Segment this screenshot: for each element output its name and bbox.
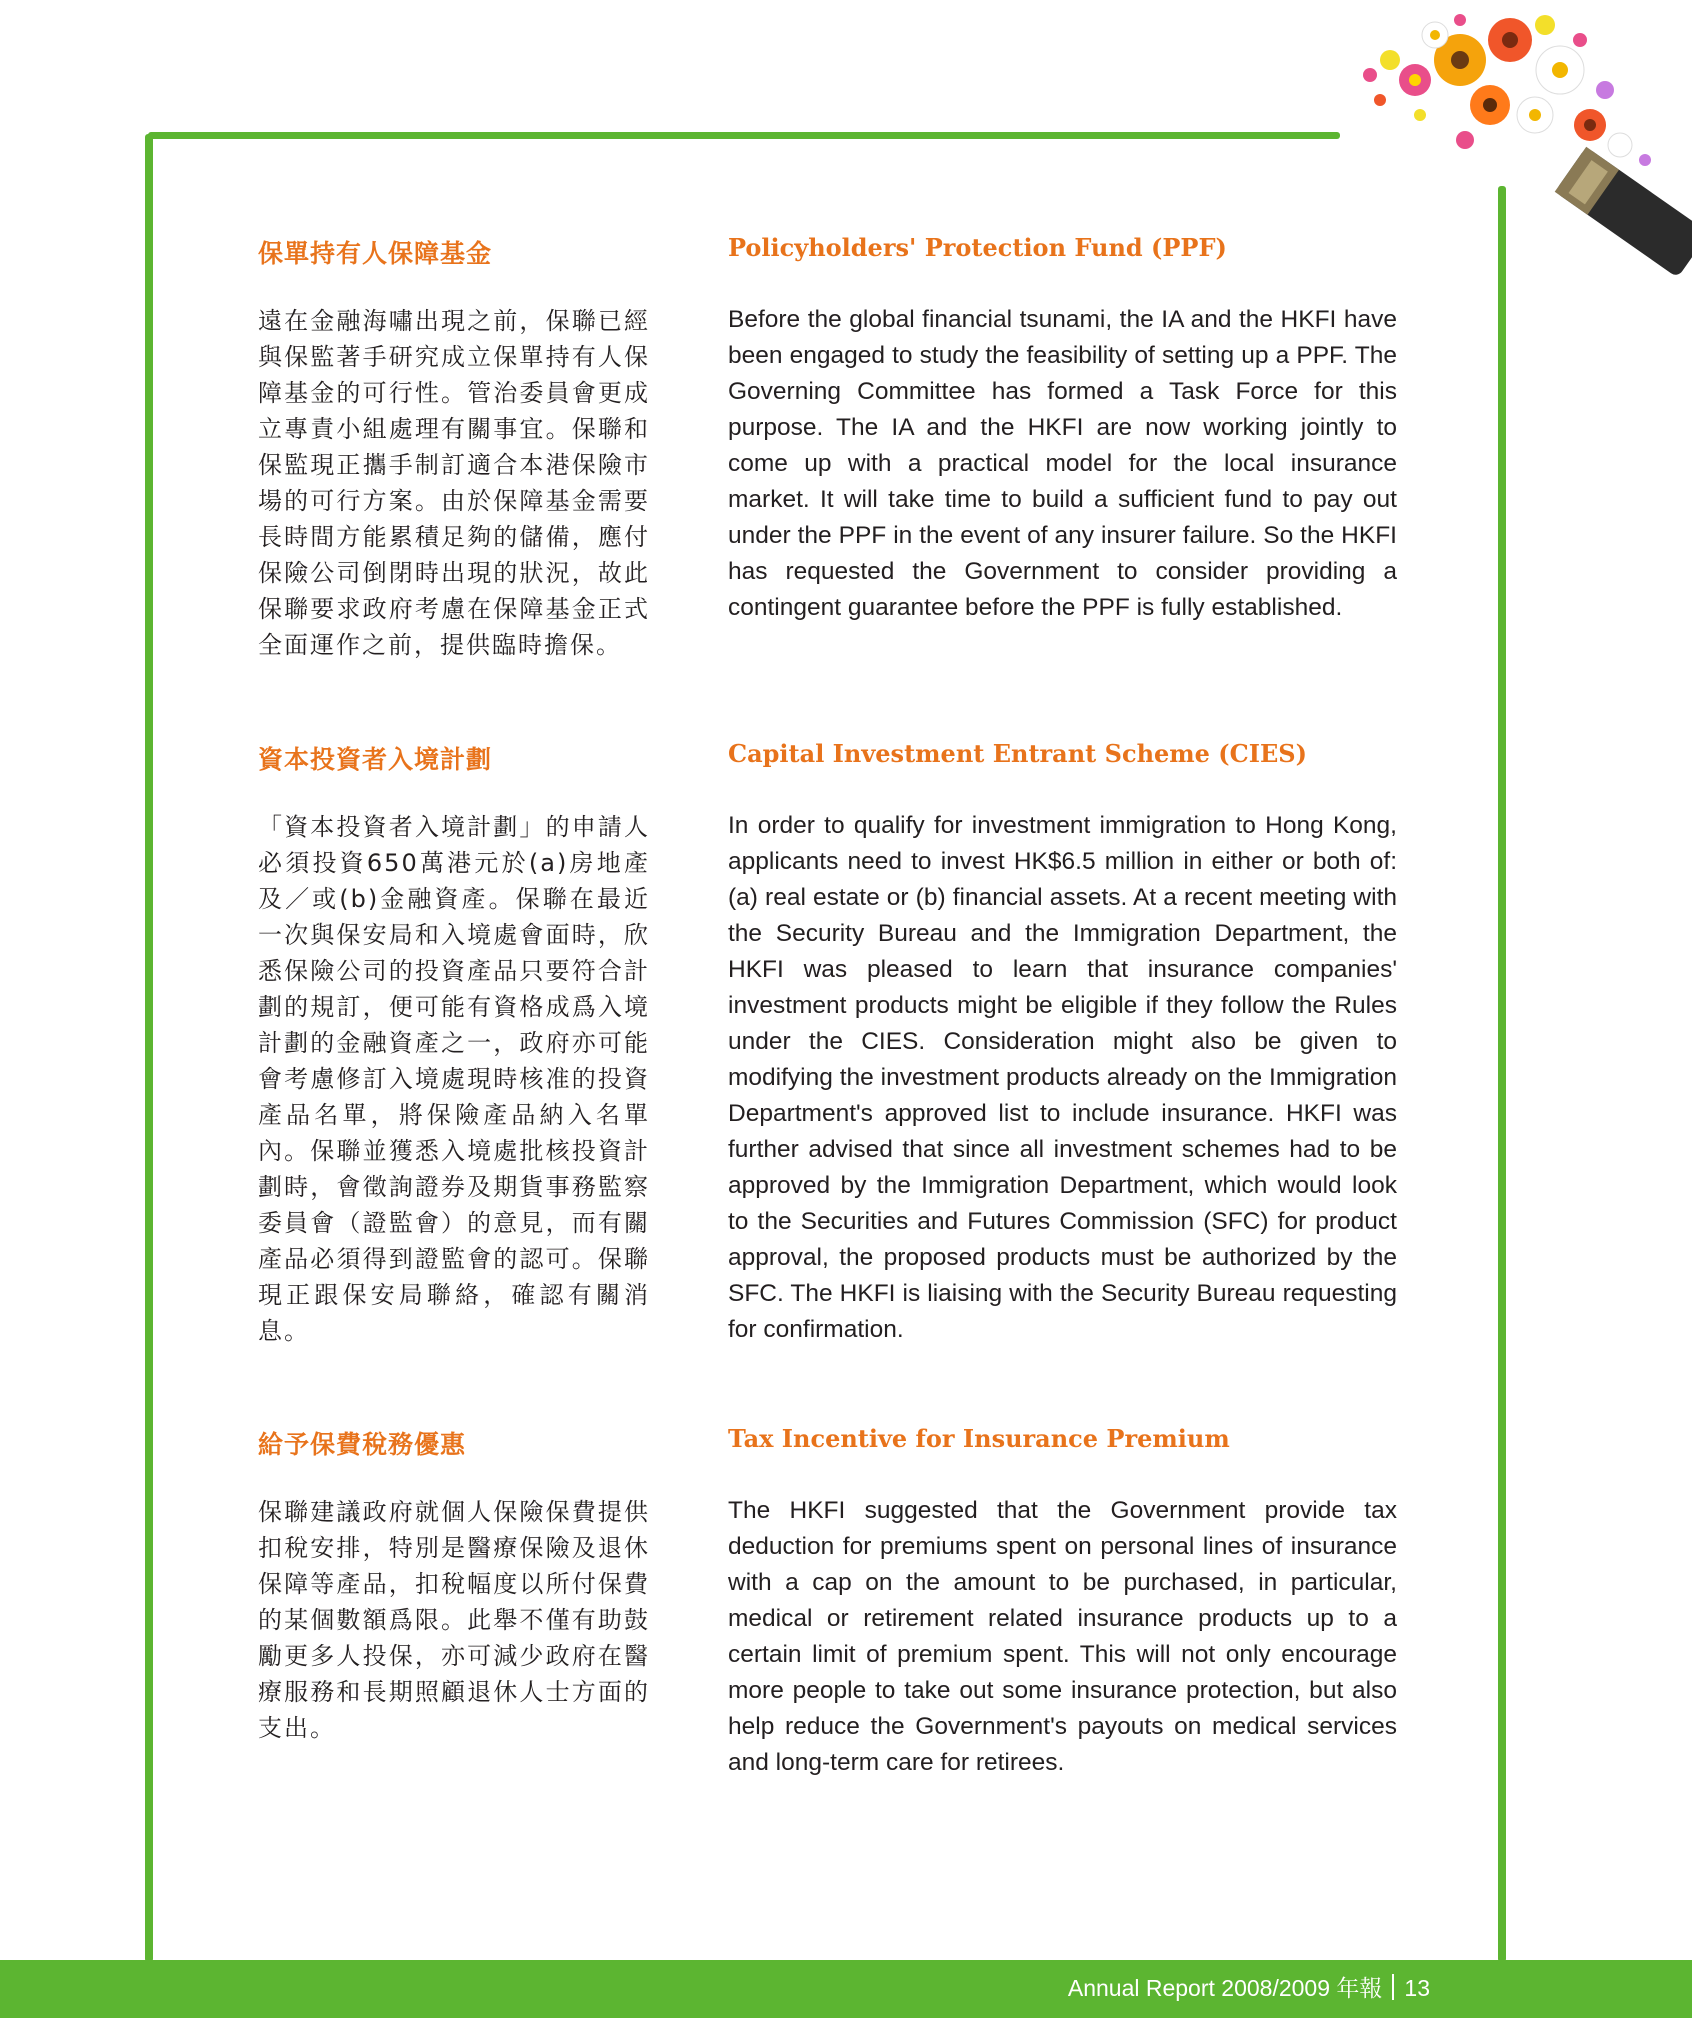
section-title-en-cies: Capital Investment Entrant Scheme (CIES)	[728, 739, 1307, 768]
section-body-zh-ppf: 遠在金融海嘯出現之前，保聯已經與保監著手研究成立保單持有人保障基金的可行性。管治委員會更成立專責小組處理有關事宜。保聯和保監現正攜手制訂適合本港保險市場的可行方案。由於保障基金需要長時間方能累積足夠的儲備，應付保險公司倒閉時出現的狀況，故此保聯要求政府考慮在保障基金正式全面運作之前，提供臨時擔保。	[258, 307, 650, 659]
footer-annual-report-label: Annual Report 2008/2009 年報	[1067, 1975, 1383, 2001]
section-title-en-ppf: Policyholders' Protection Fund (PPF)	[728, 233, 1227, 262]
frame-top-border	[148, 132, 1340, 139]
section-title-en-tax: Tax Incentive for Insurance Premium	[728, 1424, 1230, 1453]
footer-separator	[1392, 1974, 1394, 2000]
section-body-zh-cies: 「資本投資者入境計劃」的申請人必須投資650萬港元於(a)房地產及／或(b)金融資產。保聯在最近一次與保安局和入境處會面時，欣悉保險公司的投資產品只要符合計劃的規訂，便可能有資格成爲入境計劃的金融資產之一，政府亦可能會考慮修訂入境處現時核准的投資產品名單，將保險產品納入名單內。保聯並獲悉入境處批核投資計劃時，會徵詢證券及期貨事務監察委員會（證監會）的意見，而有關產品必須得到證監會的認可。保聯現正跟保安局聯絡，確認有關消息。	[258, 813, 650, 1345]
flower-paintbrush-illustration	[1260, 0, 1692, 300]
section-title-zh-cies: 資本投資者入境計劃	[258, 745, 493, 774]
section-body-zh-tax: 保聯建議政府就個人保險保費提供扣稅安排，特別是醫療保險及退休保障等產品，扣稅幅度以所付保費的某個數額爲限。此舉不僅有助鼓勵更多人投保，亦可減少政府在醫療服務和長期照顧退休人士方面的支出。	[258, 1498, 650, 1742]
section-title-zh-tax: 給予保費稅務優惠	[258, 1430, 467, 1459]
frame-right-border	[1498, 186, 1506, 1962]
footer-bar	[0, 1960, 1692, 2018]
section-body-en-ppf: Before the global financial tsunami, the IA and the HKFI have been engaged to study the feasibility of setting up a PPF. The Governing Committee has formed a Task Force for this purpose. The IA and the HKFI are now working jointly to come up with a practical model for the local insurance market. It will take time to build a sufficient fund to pay out under the PPF in the event of any insurer failure. So the HKFI has requested the Government to consider providing a contingent guarantee before the PPF is fully established.	[728, 306, 1397, 621]
section-body-en-cies: In order to qualify for investment immigration to Hong Kong, applicants need to invest HK$6.5 million in either or both of: (a) real estate or (b) financial assets. At a recent meeting with the Security Bureau and the Immigration Department, the HKFI was pleased to learn that insurance companies' investment products might be eligible if they follow the Rules under the CIES. Consideration might also be given to modifying the investment products already on the Immigration Department's approved list to include insurance. HKFI was further advised that since all investment schemes had to be approved by the Immigration Department, which would look to the Securities and Futures Commission (SFC) for product approval, the proposed products must be authorized by the SFC. The HKFI is liaising with the Security Bureau requesting for confirmation.	[728, 812, 1397, 1343]
frame-left-border	[145, 134, 153, 1962]
footer-label-group	[1068, 1970, 1430, 2003]
page-number: 13	[1404, 1975, 1430, 2001]
section-body-en-tax: The HKFI suggested that the Government provide tax deduction for premiums spent on personal lines of insurance with a cap on the amount to be purchased, in particular, medical or retirement related insurance products up to a certain limit of premium spent. This will not only encourage more people to take out some insurance protection, but also help reduce the Government's payouts on medical services and long-term care for retirees.	[728, 1497, 1397, 1776]
section-title-zh-ppf: 保單持有人保障基金	[258, 239, 493, 268]
